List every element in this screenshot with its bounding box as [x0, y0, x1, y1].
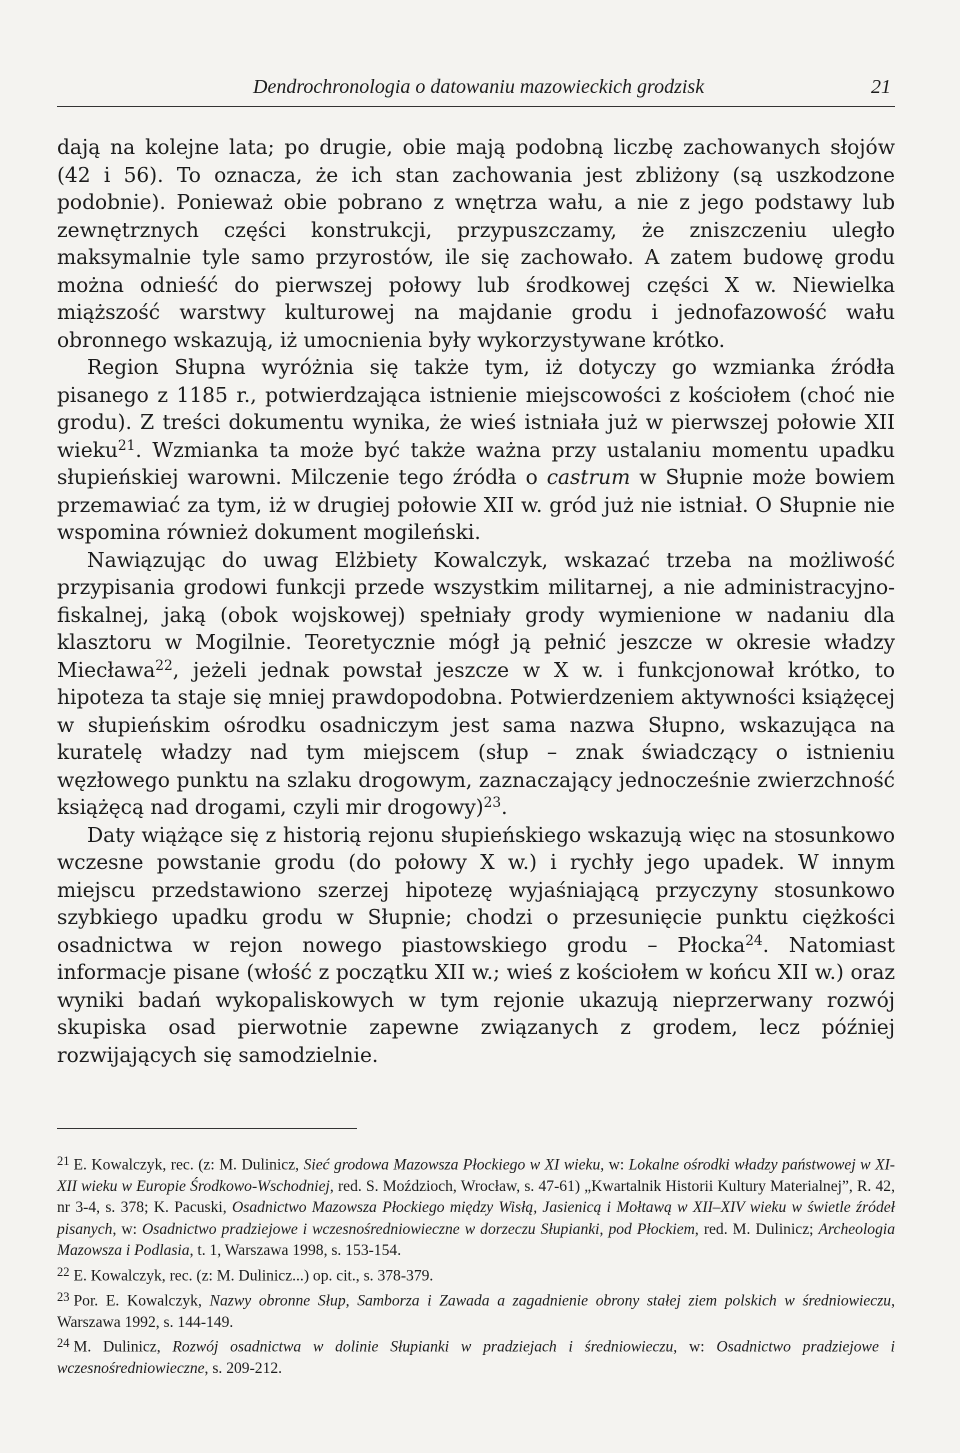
footnote-number: 23	[57, 1289, 70, 1304]
paragraph-text: . Wzmianka ta może być także ważna przy ustalaniu momentu upadku słupieńskiej warowni. Milczenie tego źródła o	[57, 437, 895, 489]
footnote-text: , s. 209-212.	[204, 1359, 283, 1377]
running-title: Dendrochronologia o datowaniu mazowieckich grodzisk	[253, 76, 705, 98]
footnote-title: Osadnictwo pradziejowe i wczesnośredniowieczne w dorzeczu Słupianki, pod Płockiem	[142, 1220, 695, 1238]
footnote-number: 21	[57, 1154, 70, 1168]
footnote-text: E. Kowalczyk, rec. (z: M. Dulinicz...) op. cit., s. 378-379.	[73, 1267, 434, 1285]
footnote-title: Osadnictwo pradziejowe i wczesnośredniowieczne	[57, 1338, 896, 1377]
footnote-ref[interactable]: 23	[483, 795, 502, 812]
footnotes	[57, 1151, 895, 1379]
paragraph-1	[57, 134, 895, 354]
footnote-text: , red. M. Dulinicz;	[694, 1220, 819, 1238]
footnote-text: Por. E. Kowalczyk,	[73, 1292, 210, 1310]
paragraph-text: .	[501, 795, 508, 819]
book-page	[57, 0, 895, 1453]
footnote-21	[57, 1151, 895, 1262]
paragraph-text: Region Słupna wyróżnia się także tym, iż dotyczy go wzmianka źródła pisanego z 1185 r., potwierdzająca istnienie miejscowości z kościołem (choć nie grodu). Z treści dokumentu wynika, że wieś istniała już w pierwszej połowie XII wieku	[57, 355, 895, 462]
paragraph-3	[57, 547, 895, 822]
paragraph-text: dają na kolejne lata; po drugie, obie mają podobną liczbę zachowanych słojów (42 i 56). To oznacza, że ich stan zachowania jest zbliżony (są uszkodzone podobnie). Ponieważ obie pobrano z wnętrza wału, a nie z jego podstawy lub zewnętrznych części konstrukcji, przypuszczamy, że zniszczeniu uległo maksymalnie tyle samo przyrostów, ile się zachowało. A zatem budowę grodu można odnieść do pierwszej połowy lub środkowej części X w. Niewielka miąższość warstwy kulturowej na majdanie grodu i jednofazowość wału obronnego wskazują, iż umocnienia były wykorzystywane krótko.	[57, 135, 895, 352]
footnote-title: Archeologia Mazowsza i Podlasia	[57, 1220, 896, 1260]
paragraph-text: , jeżeli jednak powstał jeszcze w X w. i funkcjonował krótko, to hipoteza ta staje się mniej prawdopodobna. Potwierdzeniem aktywności książęcej w słupieńskim ośrodku osadniczym jest sama nazwa Słupno, wskazująca na kuratelę władzy nad tym miejscem (słup – znak świadczący o istnieniu węzłowego punktu na szlaku drogowym, zaznaczający jednocześnie zwierzchność książęcą nad drogami, czyli mir drogowy)	[57, 657, 895, 819]
footnote-separator	[57, 1128, 357, 1129]
footnote-text: , w:	[673, 1338, 717, 1356]
paragraph-4	[57, 822, 895, 1070]
footnote-24	[57, 1333, 895, 1379]
paragraph-text: w Słupnie może bowiem przemawiać za tym, iż w drugiej połowie XII w. gród już nie istniał. O Słupnie nie wspomina również dokument mogileński.	[57, 465, 895, 544]
footnote-ref[interactable]: 21	[117, 437, 136, 454]
footnote-number: 22	[57, 1264, 70, 1279]
footnote-text: M. Dulinicz,	[73, 1338, 173, 1356]
page-header	[57, 72, 895, 107]
footnote-title: Nazwy obronne Słup, Samborza i Zawada a zagadnienie obrony stałej ziem polskich w średniowieczu	[209, 1292, 892, 1310]
footnote-number: 24	[57, 1336, 70, 1351]
footnote-text: , w:	[600, 1156, 629, 1174]
paragraph-text: Daty wiążące się z historią rejonu słupieńskiego wskazują więc na stosunkowo wczesne powstanie grodu (do połowy X w.) i rychły jego upadek. W innym miejscu przedstawiono szerzej hipotezę wyjaśniającą przyczyny stosunkowo szybkiego upadku grodu w Słupnie; chodzi o przesunięcie punktu ciężkości osadnictwa w rejon nowego piastowskiego grodu – Płocka	[57, 822, 895, 957]
paragraph-2	[57, 354, 895, 547]
footnote-ref[interactable]: 22	[155, 657, 173, 674]
footnote-title: Rozwój osadnictwa w dolinie Słupianki w pradziejach i średniowieczu	[172, 1338, 674, 1356]
footnote-title: Sieć grodowa Mazowsza Płockiego w XI wieku	[303, 1156, 601, 1174]
paragraph-text: Nawiązując do uwag Elżbiety Kowalczyk, wskazać trzeba na możliwość przypisania grodowi funkcji przede wszystkim militarnej, a nie administracyjno-fiskalnej, jaką (obok wojskowej) spełniały grody wymienione w nadaniu dla klasztoru w Mogilnie. Teoretycznie mógł ją pełnić jeszcze w okresie władzy Miecława	[57, 547, 895, 682]
latin-term: castrum	[546, 465, 631, 489]
footnote-text: E. Kowalczyk, rec. (z: M. Dulinicz,	[73, 1156, 304, 1174]
footnote-text: , Warszawa 1992, s. 144-149.	[57, 1292, 895, 1331]
footnote-22	[57, 1262, 895, 1287]
footnote-text: , t. 1, Warszawa 1998, s. 153-154.	[189, 1242, 402, 1260]
footnote-23	[57, 1287, 895, 1333]
footnote-ref[interactable]: 24	[745, 932, 763, 949]
page-number: 21	[871, 76, 891, 98]
main-text	[57, 134, 895, 1069]
footnote-title: Lokalne ośrodki władzy państwowej w XI-XII wieku w Europie Środkowo-Wschodniej	[57, 1156, 895, 1195]
footnote-title: Osadnictwo Mazowsza Płockiego między Wisłą, Jasienicą i Mołtawą w XII–XIV wieku w świetle źródeł pisanych	[57, 1199, 895, 1238]
paragraph-text: . Natomiast informacje pisane (włość z początku XII w.; wieś z kościołem w końcu XII w.) oraz wyniki badań wykopaliskowych w tym rejonie ukazują nieprzerwany rozwój skupiska osad pierwotnie zapewne związanych z grodem, lecz później rozwijających się samodzielnie.	[57, 932, 895, 1067]
footnote-text: , red. S. Moździoch, Wrocław, s. 47-61) „Kwartalnik Historii Kultury Materialnej”, R. 42, nr 3-4, s. 378; K. Pacuski,	[57, 1177, 895, 1217]
footnote-text: , w:	[112, 1220, 142, 1238]
